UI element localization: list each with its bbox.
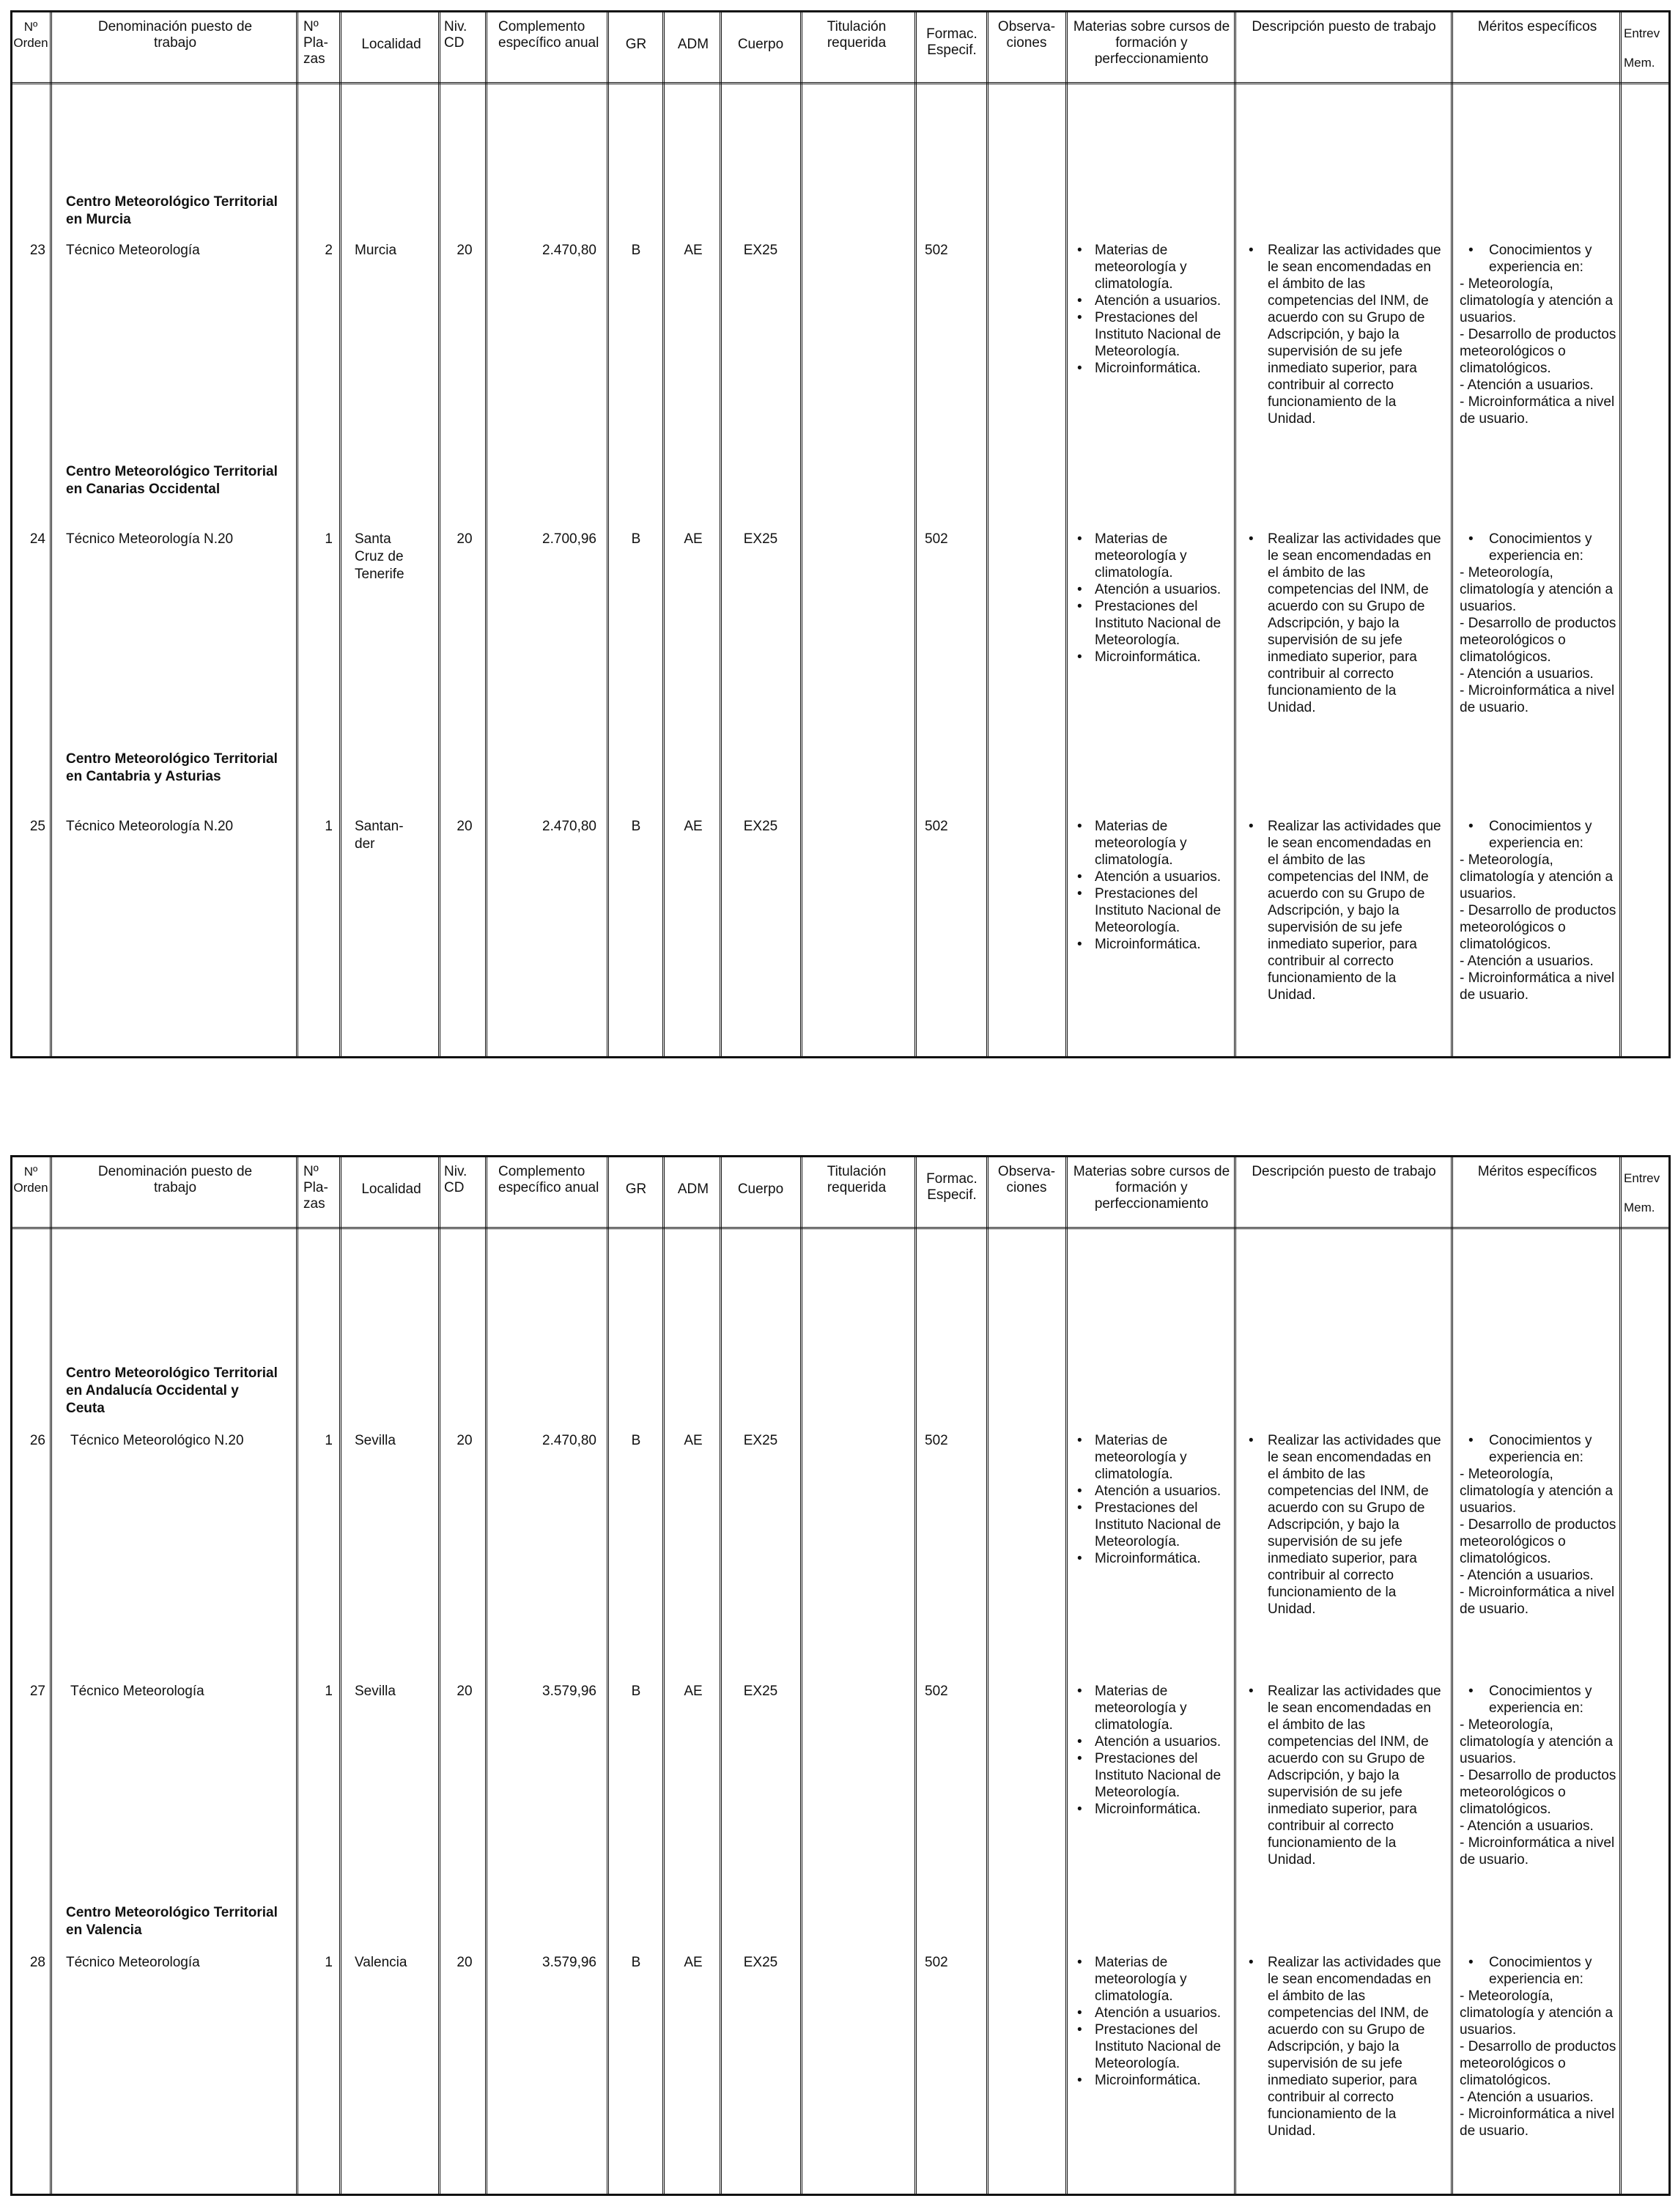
cell-orden: 28 <box>29 1955 45 1970</box>
cell-complemento: 2.470,80 <box>542 1433 596 1448</box>
cell-materias: • Materias de meteorología y climatología. • Atención a usuarios. • Prestaciones del Instituto Nacional de Meteorología. • Microinformática. <box>1074 1683 1231 1818</box>
header-meritos: Méritos específicos <box>1477 19 1597 34</box>
header-adm: ADM <box>677 1181 709 1197</box>
col-divider <box>986 1155 988 2196</box>
cell-orden: 23 <box>29 243 45 258</box>
header-divider <box>10 82 1671 84</box>
col-divider <box>339 10 341 1058</box>
cell-nivel: 20 <box>457 243 473 258</box>
header-entrevista: Entrev Mem. <box>1624 1171 1660 1214</box>
col-divider <box>986 10 988 1058</box>
header-descripcion: Descripción puesto de trabajo <box>1252 1164 1436 1179</box>
section-title: Centro Meteorológico Territorial en Murcia <box>66 194 278 227</box>
col-divider <box>914 10 917 1058</box>
cell-formacion: 502 <box>925 1955 948 1970</box>
header-titulacion: Titulación requerida <box>827 19 887 51</box>
header-localidad: Localidad <box>361 1181 421 1197</box>
cell-localidad: Sevilla <box>355 1684 396 1699</box>
cell-cuerpo: EX25 <box>743 531 778 547</box>
cell-orden: 26 <box>29 1433 45 1448</box>
cell-denominacion: Técnico Meteorología N.20 <box>66 531 234 547</box>
cell-descripcion: • Realizar las actividades que le sean encomendadas en el ámbito de las competencias del INM, de acuerdo con su Grupo de Adscripción, y bajo la supervisión de su jefe inmediato superior, para contribuir al correcto funcionamiento de la Unidad. <box>1243 531 1445 716</box>
cell-plazas: 1 <box>325 531 333 547</box>
cell-gr: B <box>631 1955 641 1970</box>
header-gr: GR <box>625 1181 647 1197</box>
header-nivel: Niv. CD <box>444 19 467 51</box>
cell-localidad: Valencia <box>355 1955 407 1970</box>
cell-meritos: • Conocimientos y experiencia en: - Meteorología, climatología y atención a usuarios. - Desarrollo de productos meteorológicos o climatológicos. - Atención a usuarios. - Microinformática a nivel de usuario. <box>1460 1683 1619 1868</box>
col-divider <box>800 1155 802 2196</box>
col-divider <box>607 1155 609 2196</box>
cell-cuerpo: EX25 <box>743 243 778 258</box>
cell-formacion: 502 <box>925 243 948 258</box>
col-divider <box>485 1155 487 2196</box>
cell-denominacion: Técnico Meteorología <box>66 243 200 258</box>
cell-plazas: 2 <box>325 243 333 258</box>
header-gr: GR <box>625 37 647 52</box>
section-title: Centro Meteorológico Territorial en Canarias Occidental <box>66 464 278 497</box>
cell-cuerpo: EX25 <box>743 819 778 834</box>
cell-materias: • Materias de meteorología y climatología. • Atención a usuarios. • Prestaciones del Instituto Nacional de Meteorología. • Microinformática. <box>1074 242 1231 377</box>
col-divider <box>662 10 665 1058</box>
col-divider <box>720 1155 722 2196</box>
cell-denominacion: Técnico Meteorología <box>66 1955 200 1970</box>
cell-meritos: • Conocimientos y experiencia en: - Meteorología, climatología y atención a usuarios. - Desarrollo de productos meteorológicos o climatológicos. - Atención a usuarios. - Microinformática a nivel de usuario. <box>1460 1954 1619 2139</box>
header-formacion: Formac. Especif. <box>926 1171 977 1203</box>
cell-adm: AE <box>684 243 703 258</box>
cell-plazas: 1 <box>325 1684 333 1699</box>
cell-gr: B <box>631 243 641 258</box>
cell-materias: • Materias de meteorología y climatología. • Atención a usuarios. • Prestaciones del Instituto Nacional de Meteorología. • Microinformática. <box>1074 1432 1231 1567</box>
cell-cuerpo: EX25 <box>743 1433 778 1448</box>
cell-complemento: 3.579,96 <box>542 1684 596 1699</box>
header-cuerpo: Cuerpo <box>737 37 784 52</box>
cell-materias: • Materias de meteorología y climatología. • Atención a usuarios. • Prestaciones del Instituto Nacional de Meteorología. • Microinformática. <box>1074 818 1231 953</box>
cell-denominacion: Técnico Meteorología N.20 <box>66 819 234 834</box>
cell-localidad: Sevilla <box>355 1433 396 1448</box>
header-materias: Materias sobre cursos de formación y perfeccionamiento <box>1073 19 1230 67</box>
header-meritos: Méritos específicos <box>1477 1164 1597 1179</box>
cell-orden: 24 <box>29 531 45 547</box>
cell-meritos: • Conocimientos y experiencia en: - Meteorología, climatología y atención a usuarios. - Desarrollo de productos meteorológicos o climatológicos. - Atención a usuarios. - Microinformática a nivel de usuario. <box>1460 242 1619 427</box>
header-denominacion: Denominación puesto de trabajo <box>97 1164 253 1195</box>
cell-descripcion: • Realizar las actividades que le sean encomendadas en el ámbito de las competencias del INM, de acuerdo con su Grupo de Adscripción, y bajo la supervisión de su jefe inmediato superior, para contribuir al correcto funcionamiento de la Unidad. <box>1243 1683 1445 1868</box>
header-formacion: Formac. Especif. <box>926 26 977 58</box>
cell-nivel: 20 <box>457 1433 473 1448</box>
cell-descripcion: • Realizar las actividades que le sean encomendadas en el ámbito de las competencias del INM, de acuerdo con su Grupo de Adscripción, y bajo la supervisión de su jefe inmediato superior, para contribuir al correcto funcionamiento de la Unidad. <box>1243 242 1445 427</box>
col-divider <box>438 1155 440 2196</box>
header-orden: Nº Orden <box>13 1165 48 1195</box>
col-divider <box>1451 10 1453 1058</box>
col-divider <box>1619 10 1622 1058</box>
table-panel-2 <box>10 1155 1671 2196</box>
cell-meritos: • Conocimientos y experiencia en: - Meteorología, climatología y atención a usuarios. - Desarrollo de productos meteorológicos o climatológicos. - Atención a usuarios. - Microinformática a nivel de usuario. <box>1460 531 1619 716</box>
cell-denominacion: Técnico Meteorológico N.20 <box>70 1433 244 1448</box>
header-orden: Nº Orden <box>13 20 48 50</box>
section-title: Centro Meteorológico Territorial en Cantabria y Asturias <box>66 751 278 784</box>
cell-gr: B <box>631 1433 641 1448</box>
cell-localidad: Santa Cruz de Tenerife <box>355 531 404 582</box>
col-divider <box>1619 1155 1622 2196</box>
col-divider <box>1065 1155 1068 2196</box>
cell-materias: • Materias de meteorología y climatología. • Atención a usuarios. • Prestaciones del Instituto Nacional de Meteorología. • Microinformática. <box>1074 1954 1231 2089</box>
cell-plazas: 1 <box>325 1955 333 1970</box>
cell-plazas: 1 <box>325 1433 333 1448</box>
col-divider <box>50 1155 52 2196</box>
table-panel-1 <box>10 10 1671 1058</box>
cell-descripcion: • Realizar las actividades que le sean encomendadas en el ámbito de las competencias del INM, de acuerdo con su Grupo de Adscripción, y bajo la supervisión de su jefe inmediato superior, para contribuir al correcto funcionamiento de la Unidad. <box>1243 1432 1445 1618</box>
cell-meritos: • Conocimientos y experiencia en: - Meteorología, climatología y atención a usuarios. - Desarrollo de productos meteorológicos o climatológicos. - Atención a usuarios. - Microinformática a nivel de usuario. <box>1460 818 1619 1003</box>
cell-denominacion: Técnico Meteorología <box>70 1684 204 1699</box>
header-materias: Materias sobre cursos de formación y perfeccionamiento <box>1073 1164 1230 1212</box>
cell-formacion: 502 <box>925 1684 948 1699</box>
col-divider <box>1234 10 1236 1058</box>
header-nivel: Niv. CD <box>444 1164 467 1195</box>
cell-nivel: 20 <box>457 1684 473 1699</box>
cell-adm: AE <box>684 1955 703 1970</box>
header-observaciones: Observa- ciones <box>997 19 1056 51</box>
col-divider <box>607 10 609 1058</box>
header-plazas: Nº Pla- zas <box>303 1164 328 1212</box>
header-localidad: Localidad <box>361 37 421 52</box>
col-divider <box>1234 1155 1236 2196</box>
cell-orden: 25 <box>29 819 45 834</box>
col-divider <box>914 1155 917 2196</box>
cell-cuerpo: EX25 <box>743 1955 778 1970</box>
cell-meritos: • Conocimientos y experiencia en: - Meteorología, climatología y atención a usuarios. - Desarrollo de productos meteorológicos o climatológicos. - Atención a usuarios. - Microinformática a nivel de usuario. <box>1460 1432 1619 1618</box>
header-cuerpo: Cuerpo <box>737 1181 784 1197</box>
cell-orden: 27 <box>29 1684 45 1699</box>
cell-adm: AE <box>684 1684 703 1699</box>
cell-localidad: Murcia <box>355 243 397 258</box>
section-title: Centro Meteorológico Territorial en Andalucía Occidental y Ceuta <box>66 1365 278 1416</box>
cell-plazas: 1 <box>325 819 333 834</box>
cell-adm: AE <box>684 531 703 547</box>
header-entrevista: Entrev Mem. <box>1624 26 1660 70</box>
col-divider <box>296 10 298 1058</box>
cell-complemento: 2.700,96 <box>542 531 596 547</box>
col-divider <box>800 10 802 1058</box>
header-observaciones: Observa- ciones <box>997 1164 1056 1195</box>
cell-nivel: 20 <box>457 1955 473 1970</box>
col-divider <box>1065 10 1068 1058</box>
header-divider <box>10 1227 1671 1229</box>
cell-nivel: 20 <box>457 819 473 834</box>
cell-cuerpo: EX25 <box>743 1684 778 1699</box>
col-divider <box>50 10 52 1058</box>
header-descripcion: Descripción puesto de trabajo <box>1252 19 1436 34</box>
header-plazas: Nº Pla- zas <box>303 19 328 67</box>
cell-nivel: 20 <box>457 531 473 547</box>
cell-complemento: 2.470,80 <box>542 819 596 834</box>
cell-adm: AE <box>684 819 703 834</box>
col-divider <box>339 1155 341 2196</box>
cell-gr: B <box>631 1684 641 1699</box>
cell-descripcion: • Realizar las actividades que le sean encomendadas en el ámbito de las competencias del INM, de acuerdo con su Grupo de Adscripción, y bajo la supervisión de su jefe inmediato superior, para contribuir al correcto funcionamiento de la Unidad. <box>1243 818 1445 1003</box>
col-divider <box>662 1155 665 2196</box>
header-denominacion: Denominación puesto de trabajo <box>97 19 253 51</box>
cell-gr: B <box>631 531 641 547</box>
cell-materias: • Materias de meteorología y climatología. • Atención a usuarios. • Prestaciones del Instituto Nacional de Meteorología. • Microinformática. <box>1074 531 1231 666</box>
cell-descripcion: • Realizar las actividades que le sean encomendadas en el ámbito de las competencias del INM, de acuerdo con su Grupo de Adscripción, y bajo la supervisión de su jefe inmediato superior, para contribuir al correcto funcionamiento de la Unidad. <box>1243 1954 1445 2139</box>
header-complemento: Complemento específico anual <box>498 1164 599 1195</box>
header-complemento: Complemento específico anual <box>498 19 599 51</box>
col-divider <box>296 1155 298 2196</box>
col-divider <box>720 10 722 1058</box>
header-adm: ADM <box>677 37 709 52</box>
cell-gr: B <box>631 819 641 834</box>
cell-complemento: 2.470,80 <box>542 243 596 258</box>
section-title: Centro Meteorológico Territorial en Valencia <box>66 1905 278 1938</box>
col-divider <box>438 10 440 1058</box>
header-titulacion: Titulación requerida <box>827 1164 887 1195</box>
cell-formacion: 502 <box>925 1433 948 1448</box>
cell-localidad: Santan- der <box>355 819 404 852</box>
cell-adm: AE <box>684 1433 703 1448</box>
cell-formacion: 502 <box>925 819 948 834</box>
col-divider <box>1451 1155 1453 2196</box>
cell-formacion: 502 <box>925 531 948 547</box>
cell-complemento: 3.579,96 <box>542 1955 596 1970</box>
